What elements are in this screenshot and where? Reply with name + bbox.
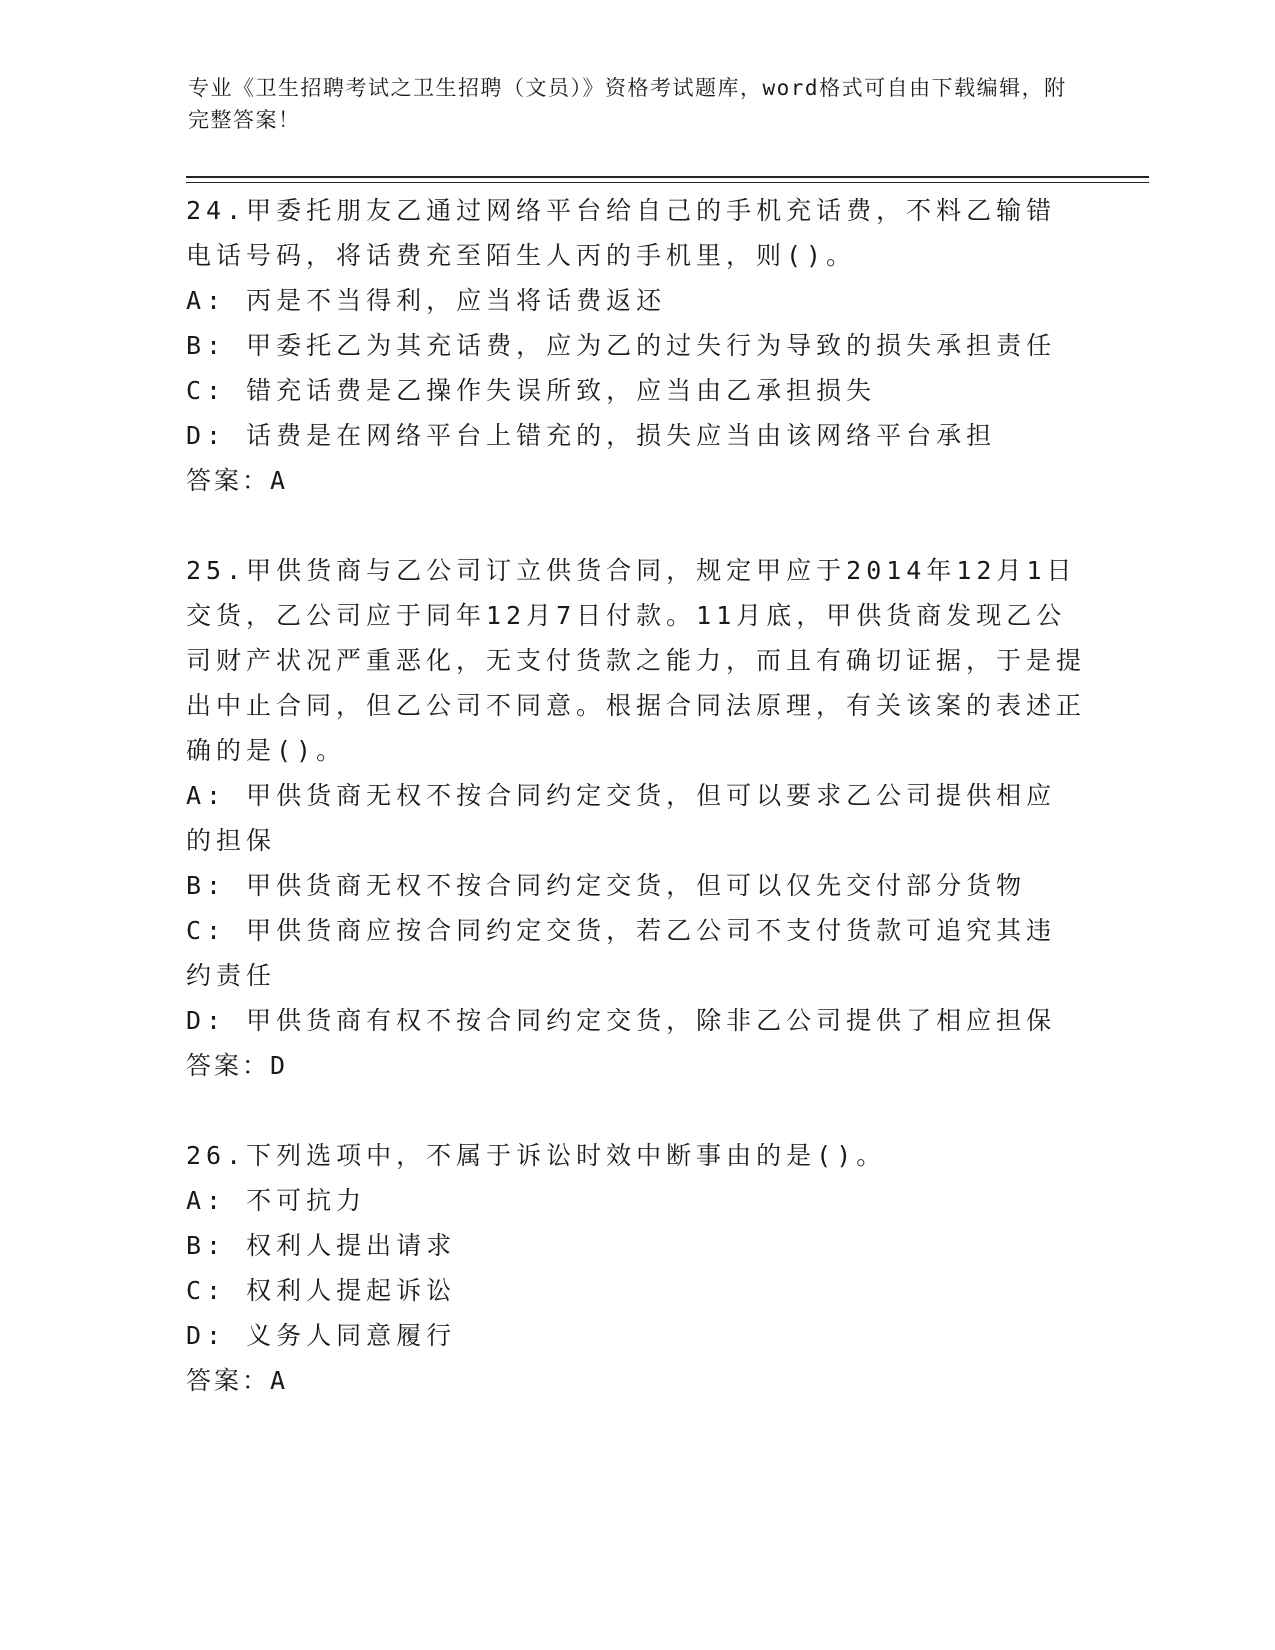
option-d: D: 话费是在网络平台上错充的，损失应当由该网络平台承担 [186,421,997,450]
answer-label: 答案： [186,466,271,495]
header-intro: 专业《卫生招聘考试之卫生招聘（文员）》资格考试题库，word格式可自由下载编辑，附完整答案！ [188,76,1067,132]
answer-value: A [270,1366,289,1395]
option-c: C: 权利人提起诉讼 [186,1276,457,1305]
question-26 [186,1133,1086,1403]
question-list [186,188,1086,1448]
answer-label: 答案： [186,1051,271,1080]
option-b: B: 甲委托乙为其充话费，应为乙的过失行为导致的损失承担责任 [186,331,1057,360]
answer-label: 答案： [186,1366,271,1395]
option-c: C: 甲供货商应按合同约定交货，若乙公司不支付货款可追究其违约责任 [186,916,1057,990]
answer-line [186,1358,1086,1403]
option-a: A: 甲供货商无权不按合同约定交货，但可以要求乙公司提供相应的担保 [186,781,1057,855]
answer-line [186,1043,1086,1088]
header-divider-thin [186,182,1149,183]
question-24 [186,188,1086,503]
option-b: B: 甲供货商无权不按合同约定交货，但可以仅先交付部分货物 [186,871,1027,900]
question-stem: 24.甲委托朋友乙通过网络平台给自己的手机充话费，不料乙输错电话号码，将话费充至陌生人丙的手机里，则()。 [186,196,1057,270]
answer-value: D [270,1051,289,1080]
option-c: C: 错充话费是乙操作失误所致，应当由乙承担损失 [186,376,877,405]
question-stem: 25.甲供货商与乙公司订立供货合同，规定甲应于2014年12月1日交货，乙公司应于同年12月7日付款。11月底，甲供货商发现乙公司财产状况严重恶化，无支付货款之能力，而且有确切证据，于是提出中止合同，但乙公司不同意。根据合同法原理，有关该案的表述正确的是()。 [186,556,1087,765]
question-stem: 26.下列选项中，不属于诉讼时效中断事由的是()。 [186,1141,887,1170]
answer-line [186,458,1086,503]
option-a: A: 丙是不当得利，应当将话费返还 [186,286,667,315]
option-d: D: 甲供货商有权不按合同约定交货，除非乙公司提供了相应担保 [186,1006,1057,1035]
answer-value: A [270,466,289,495]
option-a: A: 不可抗力 [186,1186,367,1215]
option-d: D: 义务人同意履行 [186,1321,457,1350]
header-divider-thick [186,176,1149,178]
question-25 [186,548,1086,1088]
option-b: B: 权利人提出请求 [186,1231,457,1260]
